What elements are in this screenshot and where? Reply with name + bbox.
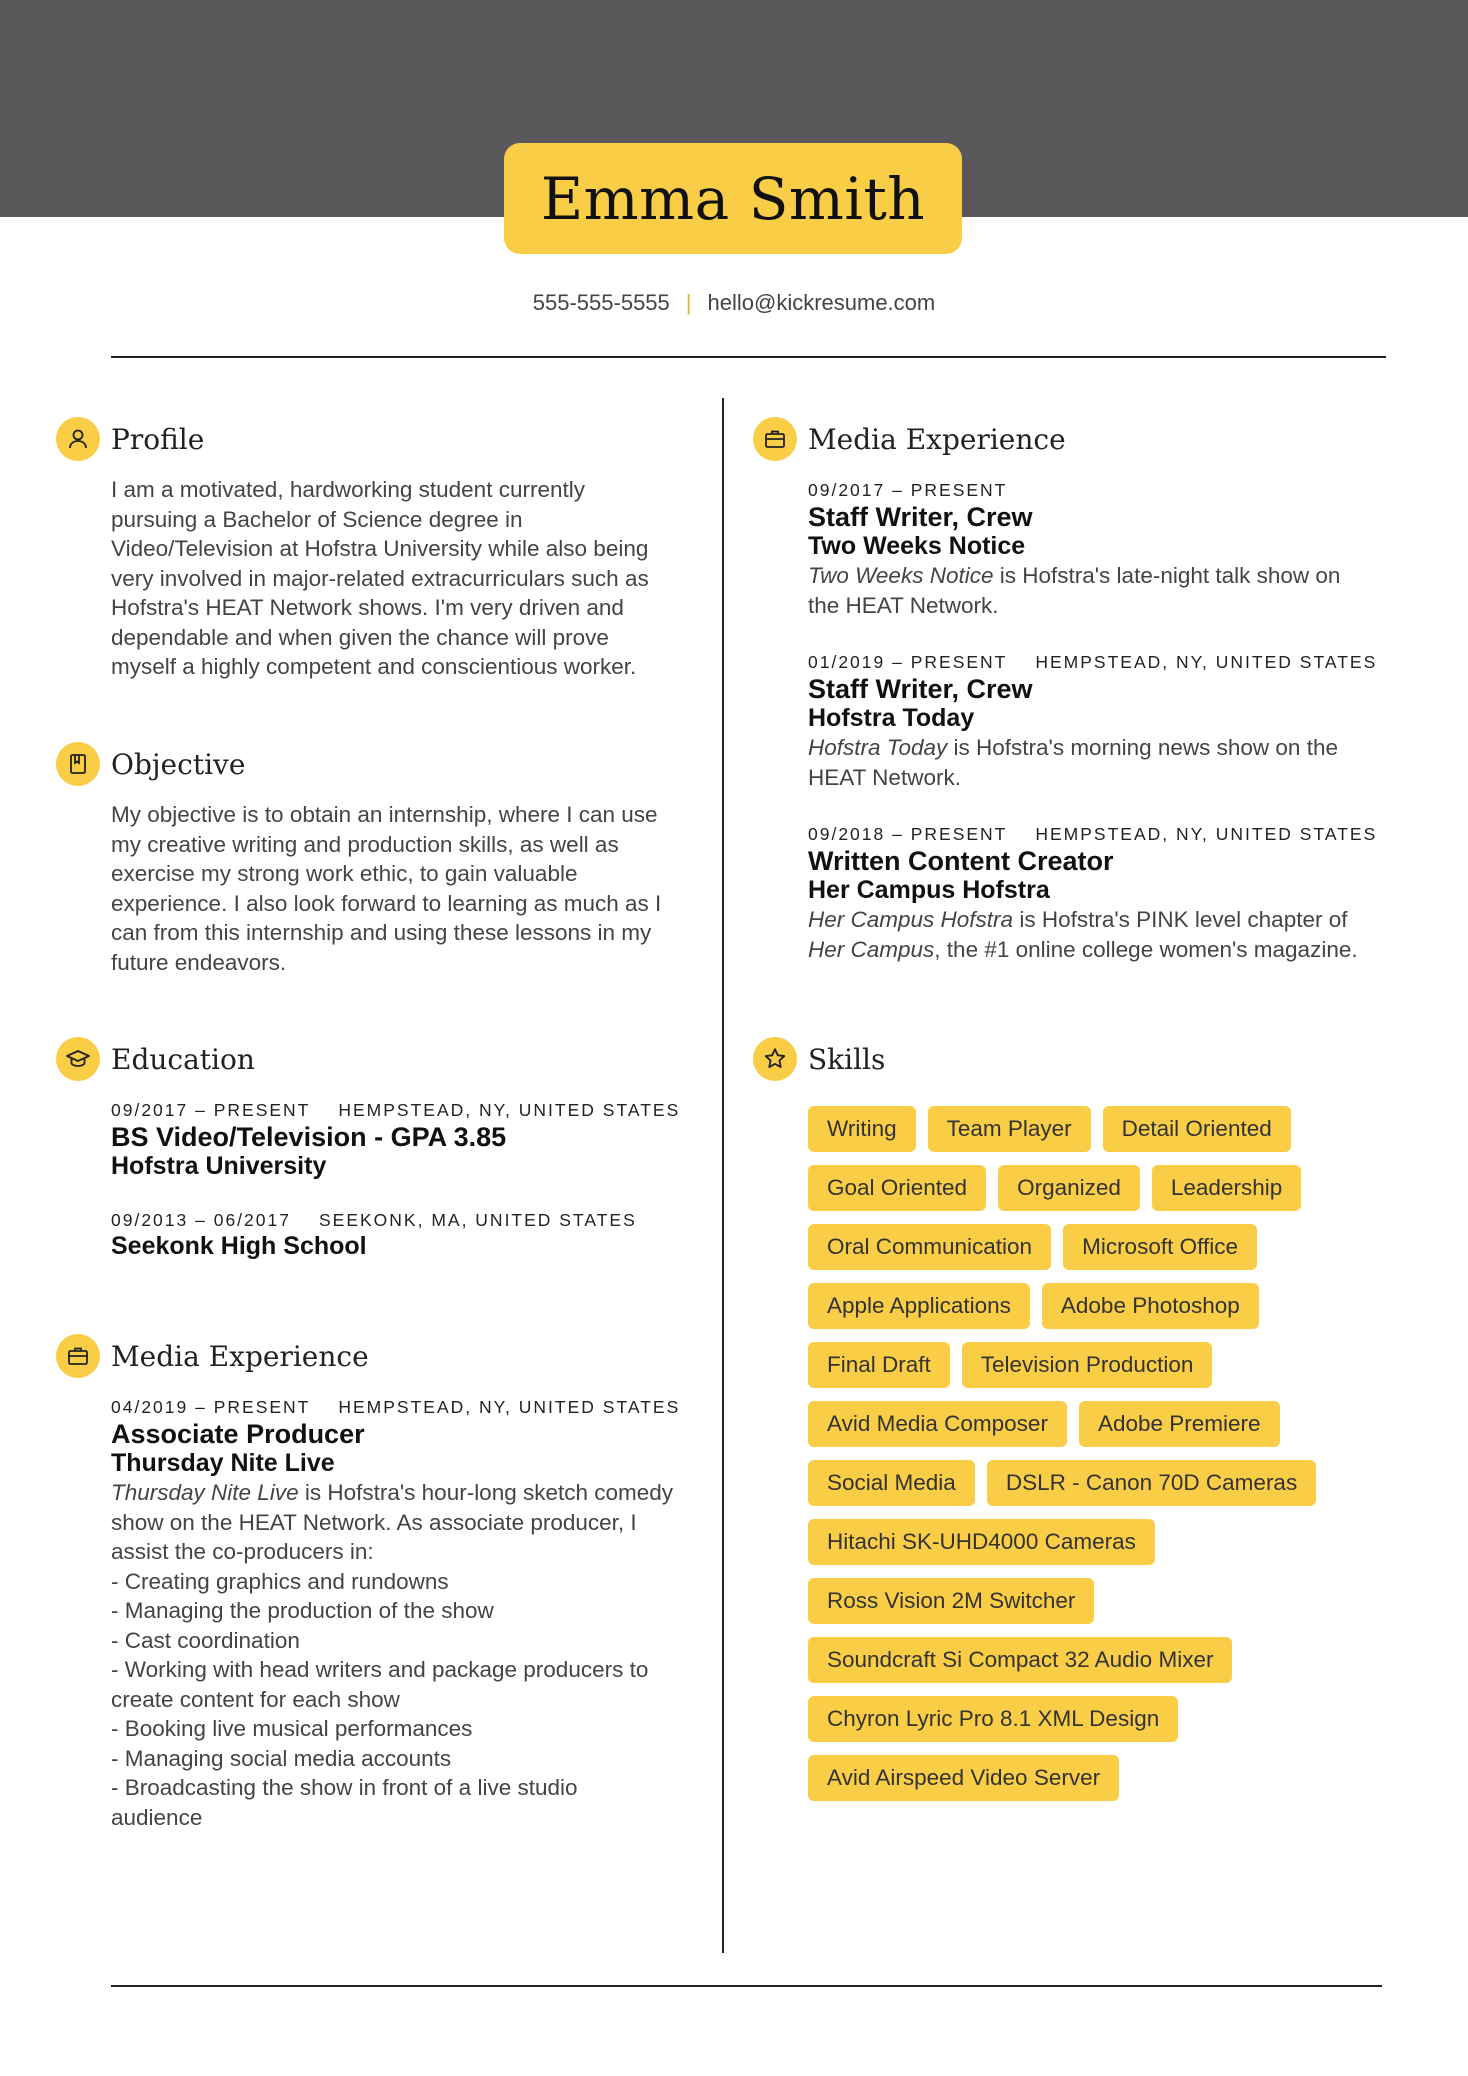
media-heading-left xyxy=(111,1333,711,1379)
skill-tag: Chyron Lyric Pro 8.1 XML Design xyxy=(808,1696,1178,1742)
skill-tag: Leadership xyxy=(1152,1165,1301,1211)
candidate-name: Emma Smith xyxy=(540,164,926,233)
entry-location: HEMPSTEAD, NY, UNITED STATES xyxy=(338,1100,681,1120)
desc-line: - Working with head writers and package producers to xyxy=(111,1657,649,1682)
contact-separator: | xyxy=(685,290,692,315)
entry-date: 09/2017 – PRESENT xyxy=(808,480,1008,500)
skill-tag: DSLR - Canon 70D Cameras xyxy=(987,1460,1316,1506)
media-experience-right xyxy=(808,416,1408,964)
skill-tag: Oral Communication xyxy=(808,1224,1051,1270)
entry-location: HEMPSTEAD, NY, UNITED STATES xyxy=(1035,652,1378,672)
skill-tag: Apple Applications xyxy=(808,1283,1030,1329)
entry-date: 09/2017 – PRESENT xyxy=(111,1100,311,1120)
skills-section xyxy=(808,1036,1408,1814)
job-description xyxy=(808,905,1368,964)
skills-heading xyxy=(808,1036,1408,1082)
job-role: Staff Writer, Crew xyxy=(808,674,1033,704)
objective-line: my creative writing and production skills, as well as xyxy=(111,831,619,857)
column-divider xyxy=(722,398,724,1953)
education-title: Education xyxy=(111,1042,255,1076)
publication-name: Her Campus Hofstra xyxy=(808,907,1014,932)
desc-line: - Cast coordination xyxy=(111,1627,300,1653)
skill-tag: Avid Media Composer xyxy=(808,1401,1067,1447)
media-entry xyxy=(808,478,1408,620)
profile-line: I am a motivated, hardworking student currently xyxy=(111,477,585,502)
skill-tag: Team Player xyxy=(928,1106,1091,1152)
media-entry-left xyxy=(111,1395,711,1832)
show-name: Hofstra Today xyxy=(808,735,948,760)
desc-line: - Booking live musical performances xyxy=(111,1716,473,1741)
job-org: Her Campus Hofstra xyxy=(808,876,1050,904)
bottom-divider xyxy=(111,1985,1382,1987)
objective-line: can from this internship and using these lessons in my xyxy=(111,920,652,945)
media-title-right: Media Experience xyxy=(808,422,1066,456)
name-banner xyxy=(504,143,962,254)
job-org: Thursday Nite Live xyxy=(111,1449,335,1477)
media-entry xyxy=(808,650,1408,792)
desc-line: assist the co-producers in: xyxy=(111,1539,374,1564)
bookmark-icon xyxy=(56,742,100,786)
email-address: hello@kickresume.com xyxy=(707,290,936,315)
desc-line: - Managing social media accounts xyxy=(111,1745,452,1771)
skill-tag: Final Draft xyxy=(808,1342,950,1388)
skills-title: Skills xyxy=(808,1042,886,1076)
desc-line: - Creating graphics and rundowns xyxy=(111,1568,449,1594)
entry-location: HEMPSTEAD, NY, UNITED STATES xyxy=(1035,824,1378,844)
entry-date: 09/2013 – 06/2017 xyxy=(111,1210,291,1230)
skill-tag: Television Production xyxy=(962,1342,1213,1388)
desc-text: is Hofstra's PINK level chapter of xyxy=(1013,907,1348,932)
objective-section xyxy=(111,741,691,977)
desc-line: create content for each show xyxy=(111,1686,400,1712)
contact-line xyxy=(0,290,1468,316)
media-experience-left xyxy=(111,1333,711,1832)
objective-line: future endeavors. xyxy=(111,949,287,975)
skill-tag: Organized xyxy=(998,1165,1140,1211)
desc-line: the HEAT Network. xyxy=(808,592,999,618)
skill-tag: Hitachi SK-UHD4000 Cameras xyxy=(808,1519,1155,1565)
entry-date: 04/2019 – PRESENT xyxy=(111,1397,311,1417)
education-entry xyxy=(111,1098,711,1181)
entry-location: SEEKONK, MA, UNITED STATES xyxy=(318,1210,637,1230)
objective-line: My objective is to obtain an internship, where I can use xyxy=(111,802,658,827)
job-role: Written Content Creator xyxy=(808,846,1114,876)
desc-line: audience xyxy=(111,1804,203,1830)
profile-line: pursuing a Bachelor of Science degree in xyxy=(111,506,523,532)
objective-line: experience. I also look forward to learning as much as I xyxy=(111,890,662,916)
profile-text xyxy=(111,475,691,682)
show-name: Two Weeks Notice xyxy=(808,563,994,588)
education-heading xyxy=(111,1036,711,1082)
job-description xyxy=(808,733,1408,763)
briefcase-icon xyxy=(753,417,797,461)
desc-text: is Hofstra's morning news show on the xyxy=(947,735,1338,760)
skill-tag: Goal Oriented xyxy=(808,1165,986,1211)
job-role: Associate Producer xyxy=(111,1419,365,1449)
education-entry xyxy=(111,1208,711,1261)
profile-line: Video/Television at Hofstra University while also being xyxy=(111,536,649,561)
profile-line: myself a highly competent and conscientious worker. xyxy=(111,654,637,679)
job-org: Two Weeks Notice xyxy=(808,532,1026,560)
skills-tags xyxy=(808,1106,1338,1814)
degree-title: BS Video/Television - GPA 3.85 xyxy=(111,1122,507,1152)
entry-date: 09/2018 – PRESENT xyxy=(808,824,1008,844)
job-org: Hofstra Today xyxy=(808,704,975,732)
phone-number: 555-555-5555 xyxy=(532,290,670,315)
graduation-cap-icon xyxy=(56,1037,100,1081)
media-heading-right xyxy=(808,416,1408,462)
skill-tag: Adobe Photoshop xyxy=(1042,1283,1259,1329)
school-name: Hofstra University xyxy=(111,1152,327,1180)
objective-text xyxy=(111,800,691,977)
objective-line: exercise my strong work ethic, to gain valuable xyxy=(111,861,578,886)
education-section xyxy=(111,1036,711,1261)
desc-line: - Broadcasting the show in front of a live studio xyxy=(111,1775,578,1800)
skill-tag: Ross Vision 2M Switcher xyxy=(808,1578,1094,1624)
job-description xyxy=(111,1478,711,1508)
skill-tag: Social Media xyxy=(808,1460,975,1506)
objective-title: Objective xyxy=(111,747,246,781)
entry-date: 01/2019 – PRESENT xyxy=(808,652,1008,672)
desc-text: is Hofstra's hour-long sketch comedy xyxy=(298,1480,674,1505)
show-name: Thursday Nite Live xyxy=(111,1480,299,1505)
desc-text: , the #1 online college women's magazine. xyxy=(934,936,1358,962)
media-title-left: Media Experience xyxy=(111,1339,369,1373)
publication-name: Her Campus xyxy=(808,936,935,962)
job-role: Staff Writer, Crew xyxy=(808,502,1033,532)
skill-tag: Adobe Premiere xyxy=(1079,1401,1280,1447)
skill-tag: Avid Airspeed Video Server xyxy=(808,1755,1119,1801)
top-divider xyxy=(111,356,1386,358)
entry-location: HEMPSTEAD, NY, UNITED STATES xyxy=(338,1397,681,1417)
skill-tag: Soundcraft Si Compact 32 Audio Mixer xyxy=(808,1637,1232,1683)
skill-tag: Writing xyxy=(808,1106,916,1152)
profile-line: very involved in major-related extracurriculars such as xyxy=(111,565,649,591)
media-entry xyxy=(808,822,1408,964)
profile-line: Hofstra's HEAT Network shows. I'm very driven and xyxy=(111,595,624,620)
briefcase-icon xyxy=(56,1334,100,1378)
school-name: Seekonk High School xyxy=(111,1232,367,1260)
user-icon xyxy=(56,417,100,461)
skill-tag: Microsoft Office xyxy=(1063,1224,1257,1270)
profile-line: dependable and when given the chance will prove xyxy=(111,624,609,650)
job-description xyxy=(808,561,1408,591)
desc-line: show on the HEAT Network. As associate producer, I xyxy=(111,1509,637,1535)
profile-title: Profile xyxy=(111,422,205,456)
profile-section xyxy=(111,416,691,682)
profile-heading xyxy=(111,416,691,462)
desc-line: HEAT Network. xyxy=(808,764,961,790)
desc-text: is Hofstra's late-night talk show on xyxy=(993,563,1341,588)
desc-line: - Managing the production of the show xyxy=(111,1598,494,1623)
skill-tag: Detail Oriented xyxy=(1103,1106,1291,1152)
star-icon xyxy=(753,1037,797,1081)
objective-heading xyxy=(111,741,691,787)
